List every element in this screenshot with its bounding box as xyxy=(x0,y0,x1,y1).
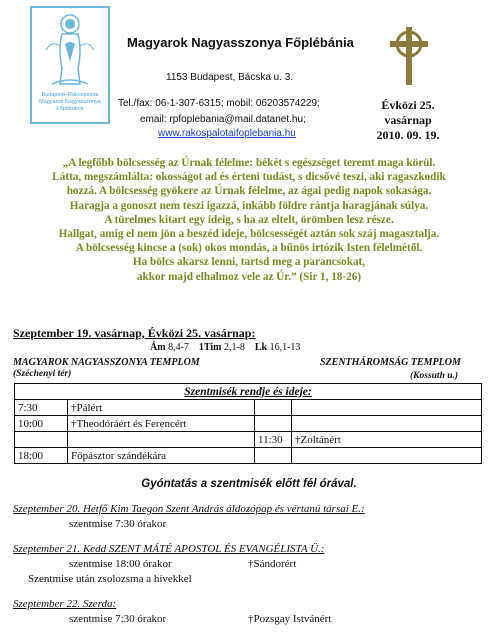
time-cell: 10:00 xyxy=(15,416,68,432)
sunday-heading: Szeptember 19. vasárnap, Évközi 25. vasárnap: xyxy=(13,326,256,340)
time-cell: 7:30 xyxy=(15,400,68,416)
logo-line: Magyarok Nagyasszonya xyxy=(39,99,101,105)
church-left: MAGYAROK NAGYASSZONYA TEMPLOM xyxy=(13,357,200,368)
quote-line: „A legfőbb bölcsesség az Úrnak félelme: békét s egészséget teremt maga körül. xyxy=(62,157,436,169)
time-cell xyxy=(255,416,292,432)
logo-line: Budapest–Rákospalota xyxy=(41,92,99,98)
reading-book: 1Tim xyxy=(198,342,222,353)
celtic-cross-icon xyxy=(384,25,434,87)
table-row xyxy=(15,432,482,448)
address: 1153 Budapest, Bácska u. 3. xyxy=(166,72,294,83)
quote-line: Hallgat, amíg el nem jön a beszéd ideje, bölcsességét aztán sok száj magasztalja. xyxy=(58,228,440,241)
mass-intention: †Pozsgay Istvánért xyxy=(248,613,332,625)
website-link[interactable]: www.rakospalotaifoplebania.hu xyxy=(158,128,296,139)
time-cell xyxy=(255,448,292,464)
table-row xyxy=(15,416,482,432)
intention-cell xyxy=(292,416,482,432)
mass-line: szentmise 7:30 órakor xyxy=(69,518,167,530)
quote-line: hozzá. A bölcsesség gyökere az Úrnak félelme, az ágai pedig napok sokasága. xyxy=(66,185,432,198)
extra-note: Szentmise után zsolozsma a hívekkel xyxy=(28,573,192,585)
intention-cell: †Theodóráért és Ferencért xyxy=(68,416,255,432)
church-left-location: (Széchenyi tér) xyxy=(13,369,72,379)
day-heading: Szeptember 21. Kedd SZENT MÁTÉ APOSTOL ÉS EVANGÉLISTA Ü.: xyxy=(13,543,325,555)
quote-line: A türelmes kitart egy ideig, s ha az eltelt, örömben lesz része. xyxy=(104,213,394,226)
logo-line: Főplébánia xyxy=(56,106,84,112)
date-line: 2010. 09. 19. xyxy=(376,128,440,142)
readings xyxy=(150,342,300,353)
time-cell: 11:30 xyxy=(255,432,292,448)
phone: Tel./fax: 06-1-307-6315; mobil: 06203574229; xyxy=(118,98,320,109)
reading-ref: 8,4-7 xyxy=(168,342,189,353)
mass-table-heading: Szentmisék rendje és ideje: xyxy=(15,384,482,400)
mass-schedule-table xyxy=(14,383,482,464)
day-heading: Szeptember 20. Hétfő Kim Taegon Szent András áldozópap és vértanú társai E.: xyxy=(13,503,365,515)
intention-cell: †Zoltánért xyxy=(292,432,482,448)
intention-cell xyxy=(68,432,255,448)
time-cell: 18:00 xyxy=(15,448,68,464)
church-right: SZENTHÁROMSÁG TEMPLOM xyxy=(320,357,461,368)
intention-cell xyxy=(292,448,482,464)
email: email: rpfoplebania@mail.datanet.hu; xyxy=(140,114,306,125)
table-row xyxy=(15,400,482,416)
parish-logo xyxy=(30,6,110,124)
intention-cell xyxy=(292,400,482,416)
quote-line: A bölcsesség kincse a (sok) okos mondás, a bűnös irtózik Isten félelmétől. xyxy=(75,242,423,255)
mass-line: szentmise 7:30 órakor xyxy=(69,613,167,625)
intention-cell: Főpásztor szándékára xyxy=(68,448,255,464)
quote-line: akkor majd elhalmoz vele az Úr.” (Sir 1, 18-26) xyxy=(136,270,362,283)
mass-line: szentmise 18:00 órakor xyxy=(69,558,172,570)
quote-line: Ha bölcs akarsz lenni, tartsd meg a parancsokat, xyxy=(132,256,366,269)
quote-line: Látta, megszámlálta: okosságot ad és érteni tudást, s dicsővé teszi, aki ragaszkodik xyxy=(52,171,446,184)
confession-note: Gyóntatás a szentmisék előtt fél órával. xyxy=(141,478,357,490)
madonna-icon xyxy=(32,10,108,92)
quote-line: Haragja a gonoszt nem teszi igazzá, inkább földre rántja haragjának súlya. xyxy=(69,199,429,212)
date-line: Évközi 25. xyxy=(381,98,435,112)
reading-ref: 16,1-13 xyxy=(269,342,301,353)
day-heading: Szeptember 22. Szerda: xyxy=(13,598,117,610)
scripture-quote xyxy=(8,156,490,284)
reading-ref: 2,1-8 xyxy=(224,342,245,353)
time-cell xyxy=(255,400,292,416)
reading-book: Ám xyxy=(150,342,166,353)
reading-book: Lk xyxy=(254,342,268,353)
table-row xyxy=(15,448,482,464)
church-right-location: (Kossuth u.) xyxy=(410,371,459,381)
intention-cell: †Pálért xyxy=(68,400,255,416)
mass-intention: †Sándorért xyxy=(248,558,297,570)
date-line: vasárnap xyxy=(384,113,432,127)
time-cell xyxy=(15,432,68,448)
parish-title: Magyarok Nagyasszonya Főplébánia xyxy=(127,35,354,50)
